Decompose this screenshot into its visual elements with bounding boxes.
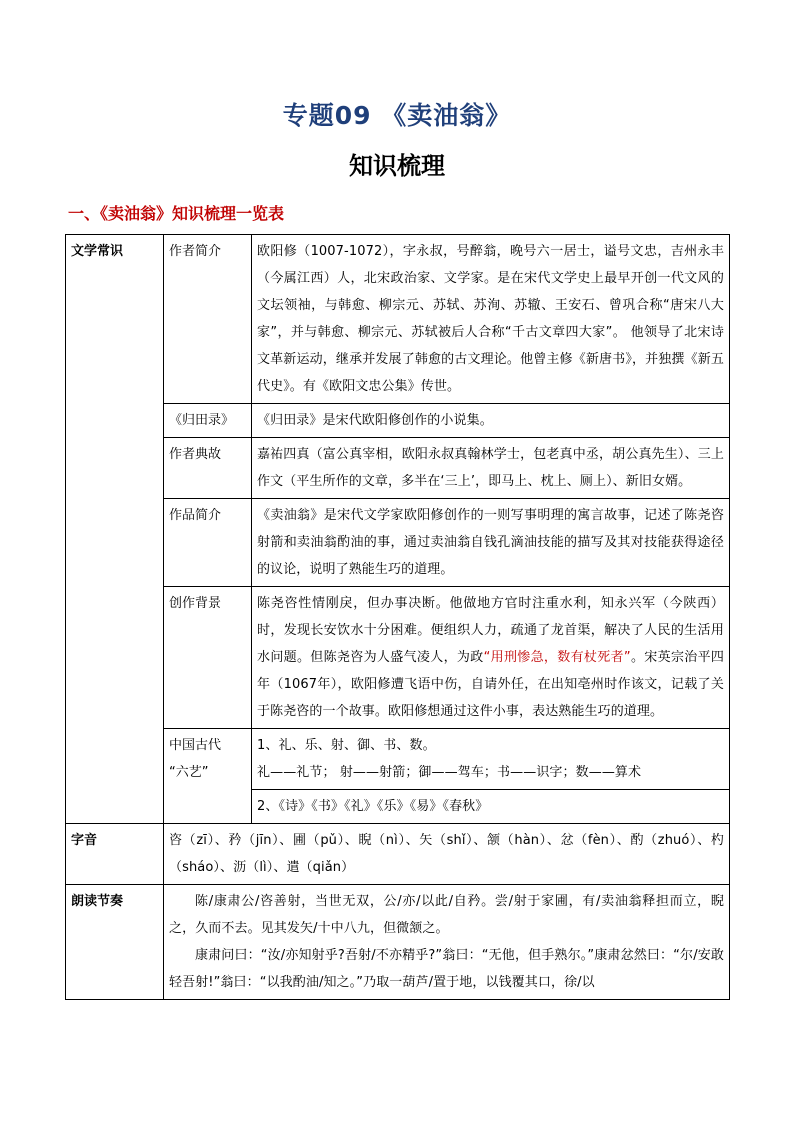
section-heading: 一、《卖油翁》知识梳理一览表 [68,204,285,223]
knowledge-table [65,234,730,1000]
category-literature: 文学常识 [66,235,164,824]
row-label-anecdotes: 作者典故 [164,438,252,499]
row-label-work-intro: 作品简介 [164,499,252,587]
page-title: 专题09 《卖油翁》 [282,101,512,130]
six-arts-label-line1: 中国古代 [169,738,222,753]
table-row [66,729,730,790]
background-text-a: 陈尧咨性情刚戾，但办事决断。他做地方官时注重水利，知永兴军（今陕西）时，发现长安饮水十分困难。便组织人力，疏通了龙首渠，解决了人民的生活用水问题。但陈尧咨为人盛气凌人，为政 [257,596,724,665]
row-content-six-arts-1 [252,729,730,790]
reading-paragraph-2: 康肃问曰：“汝/亦知射乎?吾射/不亦精乎?”翁曰：“无他，但手熟尔。”康肃忿然曰：“尔/安敢轻吾射!”翁曰：“以我酌油/知之。”乃取一葫芦/置于地，以钱覆其口，徐/以 [169,948,724,990]
row-label-author-intro: 作者简介 [164,235,252,404]
table-row [66,587,730,729]
six-arts-line1b: 礼——礼节； 射——射箭；御——驾车；书——识字；数——算术 [257,765,642,780]
row-label-background: 创作背景 [164,587,252,729]
row-content-six-arts-2: 2、《诗》《书》《礼》《乐》《易》《春秋》 [252,790,730,824]
table-row [66,499,730,587]
row-label-six-arts [164,729,252,824]
table-row [66,235,730,404]
row-label-guitianlu: 《归田录》 [164,404,252,438]
row-content-anecdotes: 嘉祐四真（富公真宰相，欧阳永叔真翰林学士，包老真中丞，胡公真先生）、三上作文（平生所作的文章，多半在‘三上’，即马上、枕上、厕上）、新旧女婿。 [252,438,730,499]
table-row [66,404,730,438]
reading-paragraph-1: 陈/康肃公/咨善射，当世无双，公/亦/以此/自矜。尝/射于家圃，有/卖油翁释担而立，睨之，久而不去。见其发矢/十中八九，但微颔之。 [169,894,724,936]
row-content-work-intro: 《卖油翁》是宋代文学家欧阳修创作的一则写事明理的寓言故事，记述了陈尧咨射箭和卖油翁酌油的事，通过卖油翁自钱孔滴油技能的描写及其对技能获得途径的议论，说明了熟能生巧的道理。 [252,499,730,587]
six-arts-line1: 1、礼、乐、射、御、书、数。 [257,738,436,753]
table-row [66,438,730,499]
category-reading-rhythm: 朗读节奏 [66,885,164,1000]
row-content-reading-rhythm [164,885,730,1000]
category-pronunciation: 字音 [66,824,164,885]
row-content-pronunciation: 咨（zī）、矜（jīn）、圃（pǔ）、睨（nì）、矢（shǐ）、颔（hàn）、忿（fèn）、酌（zhuó）、杓（sháo）、沥（lì）、遣（qiǎn） [164,824,730,885]
background-quote: “用刑惨急，数有杖死者” [483,650,631,665]
table-row [66,885,730,1000]
table-row [66,824,730,885]
row-content-guitianlu: 《归田录》是宋代欧阳修创作的小说集。 [252,404,730,438]
background-text-b: 。宋英宗治平四年（1067年），欧阳修遭飞语中伤，自请外任，在出知亳州时作该文，记载了关于陈尧咨的一个故事。欧阳修想通过这件小事，表达熟能生巧的道理。 [257,650,725,719]
row-content-background [252,587,730,729]
row-content-author-intro: 欧阳修（1007-1072），字永叔，号醉翁，晚号六一居士，谥号文忠，吉州永丰（今属江西）人，北宋政治家、文学家。是在宋代文学史上最早开创一代文风的文坛领袖，与韩愈、柳宗元、苏轼、苏洵、苏辙、王安石、曾巩合称“唐宋八大家”，并与韩愈、柳宗元、苏轼被后人合称“千古文章四大家”。 他领导了北宋诗文革新运动，继承并发展了韩愈的古文理论。他曾主修《新唐书》，并独撰《新五代史》。有《欧阳文忠公集》传世。 [252,235,730,404]
page-subtitle: 知识梳理 [349,152,445,180]
table-viewport [0,234,794,1005]
six-arts-label-line2: “六艺” [169,765,209,780]
